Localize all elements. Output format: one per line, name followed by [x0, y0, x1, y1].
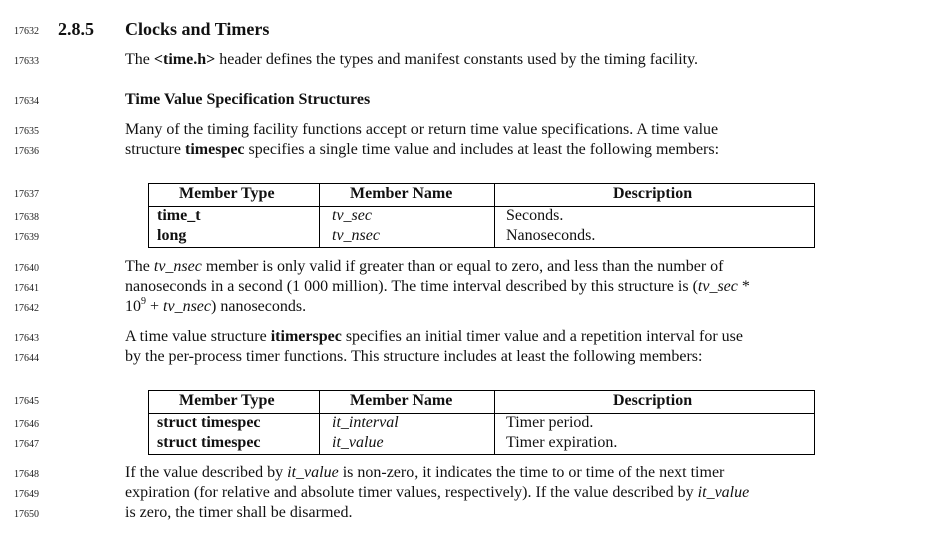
text: + [146, 298, 164, 315]
intro-paragraph [125, 51, 698, 69]
struct-name: itimerspec [270, 328, 342, 345]
member-name: it_value [332, 434, 384, 451]
paragraph-line [125, 484, 749, 502]
text: nanoseconds in a second (1 000 million). The time interval described by this structure is ( [125, 278, 698, 295]
members-table-timespec [148, 183, 815, 248]
paragraph-line [125, 298, 306, 316]
member-ref: it_value [697, 484, 750, 501]
member-name: tv_sec [332, 207, 372, 224]
intro-text: header defines the types and manifest constants used by the timing facility. [215, 51, 699, 68]
members-table-itimerspec [148, 390, 815, 455]
table-row [149, 207, 814, 227]
paragraph-line: is zero, the timer shall be disarmed. [125, 504, 353, 521]
line-number: 17635 [14, 126, 39, 137]
member-ref: it_value [287, 464, 339, 481]
table-row [149, 414, 814, 434]
text: member is only valid if greater than or equal to zero, and less than the number of [201, 258, 724, 275]
line-number: 17647 [14, 439, 39, 450]
line-number: 17634 [14, 96, 39, 107]
member-type: struct timespec [157, 434, 261, 451]
paragraph-line [125, 278, 750, 296]
table-header-row [149, 184, 814, 207]
line-number: 17633 [14, 56, 39, 67]
text: specifies a single time value and includes at least the following members: [244, 141, 720, 158]
header-name: <time.h> [153, 51, 216, 68]
line-number: 17643 [14, 333, 39, 344]
text: A time value structure [125, 328, 271, 345]
section-number: 2.8.5 [58, 19, 94, 39]
line-number: 17646 [14, 419, 39, 430]
header-member-name: Member Name [350, 185, 453, 202]
member-ref: tv_nsec [163, 298, 212, 315]
line-number: 17644 [14, 353, 39, 364]
section-title: Clocks and Timers [125, 19, 270, 39]
line-number: 17641 [14, 283, 39, 294]
paragraph-line [125, 328, 743, 346]
text: 10 [125, 298, 141, 315]
member-description: Seconds. [506, 207, 564, 224]
line-number: 17648 [14, 469, 39, 480]
member-name: tv_nsec [332, 227, 380, 244]
header-member-name: Member Name [350, 392, 453, 409]
subheading: Time Value Specification Structures [125, 91, 371, 108]
member-description: Timer period. [506, 414, 594, 431]
line-number: 17645 [14, 396, 39, 407]
member-description: Nanoseconds. [506, 227, 596, 244]
line-number: 17638 [14, 212, 39, 223]
line-number: 17637 [14, 189, 39, 200]
line-number: 17642 [14, 303, 39, 314]
table-row [149, 434, 814, 454]
intro-text: The [125, 51, 154, 68]
member-ref: tv_nsec [153, 258, 202, 275]
line-number: 17649 [14, 489, 39, 500]
header-description: Description [613, 185, 693, 202]
member-ref: tv_sec [697, 278, 738, 295]
line-number: 17636 [14, 146, 39, 157]
paragraph-line: Many of the timing facility functions accept or return time value specifications. A time value [125, 121, 719, 138]
table-header-row [149, 391, 814, 414]
paragraph-line [125, 141, 719, 159]
line-number: 17639 [14, 232, 39, 243]
member-name: it_interval [332, 414, 399, 431]
header-description: Description [613, 392, 693, 409]
paragraph-line [125, 258, 723, 276]
struct-name: timespec [184, 141, 245, 158]
text: * [737, 278, 750, 295]
table-row [149, 227, 814, 247]
member-type: long [157, 227, 187, 244]
text: is non-zero, it indicates the time to or time of the next timer [338, 464, 725, 481]
header-member-type: Member Type [179, 392, 275, 409]
member-type: time_t [157, 207, 201, 224]
paragraph-line [125, 464, 724, 482]
member-description: Timer expiration. [506, 434, 618, 451]
line-number: 17650 [14, 509, 39, 520]
member-type: struct timespec [157, 414, 261, 431]
text: specifies an initial timer value and a repetition interval for use [341, 328, 743, 345]
exponent: 9 [141, 296, 146, 307]
paragraph-line: by the per-process timer functions. This structure includes at least the following members: [125, 348, 703, 365]
text: expiration (for relative and absolute timer values, respectively). If the value described by [125, 484, 698, 501]
text: If the value described by [125, 464, 288, 481]
line-number: 17632 [14, 26, 39, 37]
text: structure [125, 141, 185, 158]
text: The [125, 258, 154, 275]
line-number: 17640 [14, 263, 39, 274]
header-member-type: Member Type [179, 185, 275, 202]
text: ) nanoseconds. [211, 298, 307, 315]
